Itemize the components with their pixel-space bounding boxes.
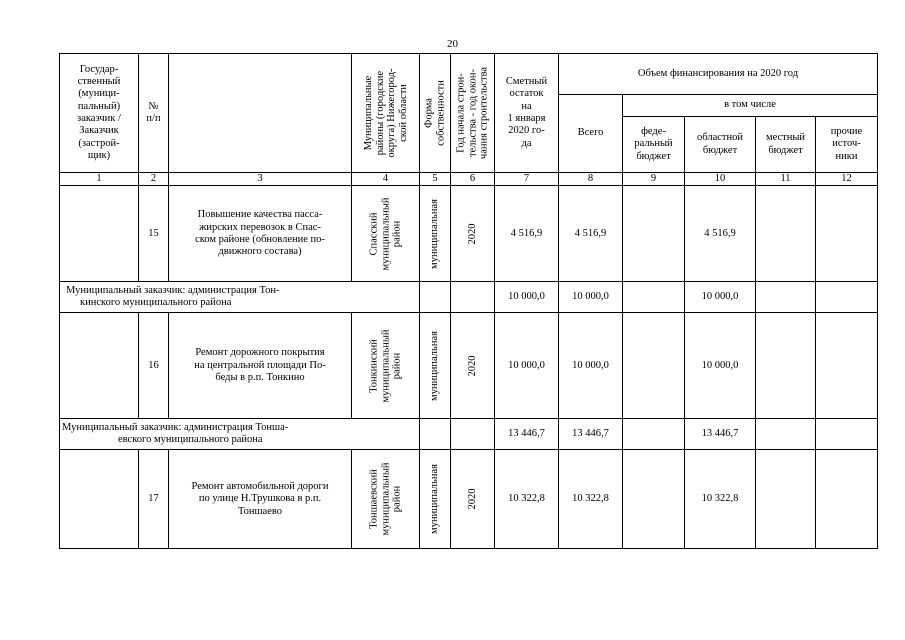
column-number-row: [60, 173, 878, 186]
ownership-cell: муниципальная: [420, 313, 451, 419]
estimate-cell: 10 000,0: [495, 282, 559, 313]
header-estimate: Сметный остаток на 1 января 2020 го- да: [495, 54, 559, 173]
year-cell: 2020: [451, 313, 495, 419]
federal-cell: [623, 186, 685, 282]
column-number: 9: [623, 173, 685, 186]
project-name: Ремонт автомобильной дороги по улице Н.Трушкова в р.п. Тоншаево: [169, 450, 352, 549]
header-other: прочие источ- ники: [816, 117, 878, 173]
other-cell: [816, 450, 878, 549]
column-number: 8: [559, 173, 623, 186]
column-number: 3: [169, 173, 352, 186]
customer-row: [60, 282, 878, 313]
local-cell: [756, 313, 816, 419]
district-cell: Спасский муниципальный район: [352, 186, 420, 282]
header-years: Год начала строи- тельства - год окон- чания строительства: [451, 54, 495, 173]
customer-name: Муниципальный заказчик: администрация Тон- кинского муниципального района: [60, 282, 420, 313]
federal-cell: [623, 450, 685, 549]
column-number: 6: [451, 173, 495, 186]
federal-cell: [623, 313, 685, 419]
header-local: местный бюджет: [756, 117, 816, 173]
other-cell: [816, 186, 878, 282]
regional-cell: 13 446,7: [685, 419, 756, 450]
estimate-cell: 10 000,0: [495, 313, 559, 419]
page-number: 20: [447, 38, 458, 50]
estimate-cell: 10 322,8: [495, 450, 559, 549]
row-number: 15: [139, 186, 169, 282]
regional-cell: 10 000,0: [685, 282, 756, 313]
district-cell: Тонкинский муниципальный район: [352, 313, 420, 419]
estimate-cell: 13 446,7: [495, 419, 559, 450]
column-number: 4: [352, 173, 420, 186]
column-number: 1: [60, 173, 139, 186]
estimate-cell: 4 516,9: [495, 186, 559, 282]
project-name: Повышение качества пасса- жирских перевозок в Спас- ском районе (обновление по- движного состава): [169, 186, 352, 282]
column-number: 7: [495, 173, 559, 186]
ownership-cell: муниципальная: [420, 450, 451, 549]
regional-cell: 10 000,0: [685, 313, 756, 419]
column-number: 12: [816, 173, 878, 186]
header-regional: областной бюджет: [685, 117, 756, 173]
regional-cell: 4 516,9: [685, 186, 756, 282]
district-cell: Тоншаевский муниципальный район: [352, 450, 420, 549]
header-funding-title: Объем финансирования на 2020 год: [559, 54, 878, 95]
total-cell: 10 000,0: [559, 282, 623, 313]
column-number: 10: [685, 173, 756, 186]
table-row: [60, 313, 878, 419]
header-number: № п/п: [139, 54, 169, 173]
total-cell: 10 322,8: [559, 450, 623, 549]
header-federal: феде- ральный бюджет: [623, 117, 685, 173]
column-number: 5: [420, 173, 451, 186]
column-number: 2: [139, 173, 169, 186]
row-number: 17: [139, 450, 169, 549]
row-number: 16: [139, 313, 169, 419]
header-district: Муниципальные районы (городские округа) Нижегород- ской области: [352, 54, 420, 173]
column-number: 11: [756, 173, 816, 186]
ownership-cell: муниципальная: [420, 186, 451, 282]
other-cell: [816, 313, 878, 419]
customer-name: Муниципальный заказчик: администрация Тоншa- евского муниципального района: [60, 419, 420, 450]
local-cell: [756, 450, 816, 549]
header-including: в том числе: [623, 95, 878, 117]
regional-cell: 10 322,8: [685, 450, 756, 549]
customer-row: [60, 419, 878, 450]
header-ownership: Форма собственности: [420, 54, 451, 173]
table-row: [60, 450, 878, 549]
local-cell: [756, 186, 816, 282]
header-name: [169, 54, 352, 173]
header-customer: Государ- ственный (муници- пальный) заказчик / Заказчик (застрой- щик): [60, 54, 139, 173]
total-cell: 4 516,9: [559, 186, 623, 282]
total-cell: 13 446,7: [559, 419, 623, 450]
table-row: [60, 186, 878, 282]
financing-table: [59, 53, 878, 549]
year-cell: 2020: [451, 186, 495, 282]
total-cell: 10 000,0: [559, 313, 623, 419]
header-total: Всего: [559, 95, 623, 173]
year-cell: 2020: [451, 450, 495, 549]
project-name: Ремонт дорожного покрытия на центральной площади По- беды в р.п. Тонкино: [169, 313, 352, 419]
